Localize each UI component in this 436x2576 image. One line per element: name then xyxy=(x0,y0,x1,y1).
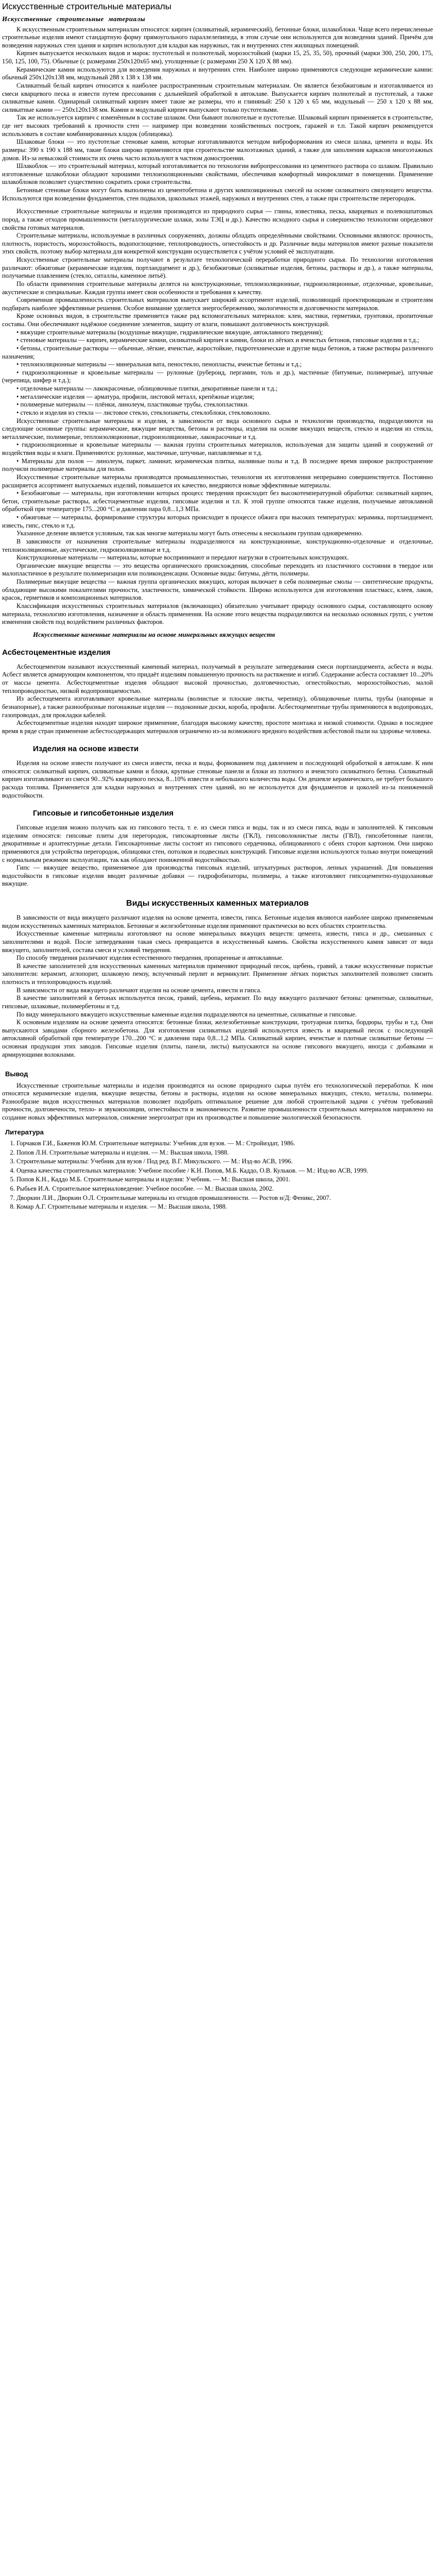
paragraph: Современная промышленность строительных материалов выпускает широкий ассортимент изделий, позволяющий проектировщикам и строителям подбирать наиболее эффективные решения. Особое внимание уделяется энергосбережению, экологичности и долговечности материалов. xyxy=(2,296,433,312)
paragraph: По области применения строительные материалы делятся на конструкционные, теплоизоляционные, гидроизоляционные, отделочные, кровельные, акустические и специальные. Каждая группа имеет свои особенности и требования к качеству. xyxy=(2,280,433,296)
paragraph: Кроме основных видов, в строительстве применяется также ряд вспомогательных материалов: клеи, мастики, герметики, грунтовки, пропиточные составы. Они обеспечивают надёжное соединение элементов, защиту от влаги, повышают долговечность конструкций. xyxy=(2,312,433,328)
classification-block xyxy=(2,208,433,626)
paragraph: Шлакоблок — это строительный материал, который изготавливается по технологии вибропрессования из цементного раствора со шлаком. Правильно изготовленные шлакоблоки обладают хорошими теплоизоляционными свойствами, обеспечивая комфортный микроклимат в помещении. Применение шлакоблоков позволяет существенно сократить сроки строительства. xyxy=(2,162,433,186)
list-item: • стекло и изделия из стекла — листовое стекло, стеклопакеты, стеклоблоки, стекловолокно. xyxy=(16,409,271,416)
paragraph: По способу твердения различают изделия естественного твердения, пропаренные и автоклавные. xyxy=(16,954,284,962)
conclusion-block xyxy=(5,1070,433,1078)
paragraph: Искусственные строительные материалы и изделия производятся из природного сырья — глины, известняка, песка, кварцевых и полевошпатовых пород, а также отходов промышленности (металлургические шлаки, золы ТЭЦ и др.). Качество исходного сырья и совершенство технологии определяют свойства готовых материалов. xyxy=(2,208,433,231)
document xyxy=(0,0,435,1211)
paragraph: Из асбестоцемента изготавливают кровельные материалы (волнистые и плоские листы, черепицу), облицовочные плиты, трубы (напорные и безнапорные), а также разнообразные погонажные изделия — подоконные доски, короба, профили. Асбестоцементные трубы применяются в водопроводах, газопроводах, для прокладки кабелей. xyxy=(2,695,433,719)
page-subtitle: Искусственные строительные материалы xyxy=(2,15,146,23)
paragraph: Асбестоцементные изделия находят широкое применение, благодаря высокому качеству, простоте монтажа и низкой стоимости. Однако в последнее время в ряде стран применение асбестосодержащих материалов ограничено из-за возможного вредного воздействия асбестовой пыли на здоровье человека. xyxy=(2,719,433,735)
paragraph: • Материалы для полов — линолеум, паркет, ламинат, керамическая плитка, наливные полы и т.д. В последнее время широкое распространение получили полимерные материалы для полов. xyxy=(2,457,433,473)
paragraph: Конструкционные материалы — материалы, которые воспринимают и передают нагрузки в строительных конструкциях. xyxy=(16,554,349,562)
section-title-artificial: Виды искусственных каменных материалов xyxy=(126,899,309,908)
literature-item: 2. Попов Л.Н. Строительные материалы и изделия. — М.: Высшая школа, 1988. xyxy=(16,1149,433,1157)
paragraph: Шлаковые блоки — это пустотелые стеновые камни, которые изготавливаются методом виброформования из смеси шлака, цемента и воды. Их размеры: 390 х 190 х 188 мм, такие блоки широко применяются при строительстве малоэтажных зданий, а также для заполнения каркасов многоэтажных домов. Из-за невысокой стоимости их очень часто используют в частном домостроении. xyxy=(2,138,433,162)
paragraph: Изделия на основе извести получают из смеси извести, песка и воды, формованием под давлением и последующей обработкой в автоклаве. К ним относятся: силикатный кирпич, силикатные камни и блоки, крупные стеновые панели и блоки из плотного и ячеистого силикатного бетона. Силикатный кирпич изготавливают из смеси 90...92% кварцевого песка, 8...10% извести и небольшого количества воды. Он дешевле керамического, не требует большого расхода топлива. Применяется для кладки наружных и внутренних стен зданий, но не используется для фундаментов и цоколей из-за пониженной водостойкости. xyxy=(2,759,433,799)
paragraph: В зависимости от вида вяжущего различают изделия на основе цемента, извести и гипса. xyxy=(16,986,262,994)
conclusion-label: Вывод xyxy=(5,1070,28,1078)
paragraph: В качестве заполнителей в бетонах используется песок, гравий, щебень, керамзит. По виду вяжущего различают бетоны: цементные, силикатные, гипсовые, шлаковые, полимербетоны и т.д. xyxy=(2,994,433,1010)
section-title-gypsum: Гипсовые и гипсобетонные изделия xyxy=(33,809,174,818)
paragraph: Искусственные строительные материалы и изделия, в зависимости от вида основного сырья и технологии производства, подразделяются на следующие основные группы: керамические, вяжущие вещества, бетоны и растворы, изделия на основе вяжущих веществ, стекло и изделия из стекла, металлические, полимерные, теплоизоляционные, гидроизоляционные, лакокрасочные и т.д. xyxy=(2,417,433,440)
literature-label: Литература xyxy=(5,1128,44,1136)
paragraph: Органические вяжущие вещества — это вещества органического происхождения, способные переходить из пластичного состояния в твердое или малопластичное в результате полимеризации или поликонденсации. Основные виды: битумы, дёгти, полимеры. xyxy=(2,562,433,578)
paragraph: Гипсовые изделия можно получать как из гипсового теста, т. е. из смеси гипса и воды, так и из смеси гипса, воды и заполнителей. К гипсовым изделиям относятся: гипсовые плиты для перегородок, гипсокартонные листы (ГКЛ), гипсоволокнистые листы (ГВЛ), гипсобетонные панели, декоративные и архитектурные детали. Гипсокартонные листы состоят из гипсового сердечника, облицованного с обеих сторон картоном. Они широко применяются для устройства перегородок, облицовки стен, потолков и подвесных конструкций. Гипсовые изделия используются только внутри помещений с нормальным режимом эксплуатации, так как обладают пониженной водостойкостью. xyxy=(2,824,433,863)
section-title-asbestos: Асбестоцементные изделия xyxy=(2,648,111,657)
list-item: • теплоизоляционные материалы — минеральная вата, пеностекло, пенопласты, ячеистые бетоны и т.д.; xyxy=(16,361,302,368)
paragraph: Искусственные строительные материалы производятся промышленностью, технология их изготовления непрерывно совершенствуется. Постоянно расширяется ассортимент выпускаемых изделий, повышается их качество, внедряются новые эффективные материалы. xyxy=(2,473,433,489)
conclusion-text: Искусственные строительные материалы и изделия производятся на основе природного сырья путём его технологической переработки. К ним относятся керамические изделия, вяжущие вещества, бетоны и растворы, изделия на основе минеральных вяжущих, стекло, металлы, полимеры. Разнообразие видов искусственных материалов позволяет подобрать оптимальное решение для любой строительной задачи с учётом требований прочности, долговечности, тепло- и звукоизоляции, огнестойкости и экономичности. Развитие промышленности строительных материалов направлено на создание новых эффективных материалов, снижение энергозатрат при их производстве и повышение экологической безопасности. xyxy=(2,1081,433,1121)
literature-item: 4. Оценка качества строительных материалов: Учебное пособие / К.Н. Попов, М.Б. Каддо, О.В. Кульков. — М.: Изд-во АСВ, 1999. xyxy=(16,1167,433,1175)
paragraph: Кирпич выпускается нескольких видов и марок: пустотелый и полнотелый, морозостойкий (марки 15, 25, 35, 50), прочный (марки 300, 250, 200, 175, 150, 125, 100, 75). Обычные (с размерами 250х120х65 мм), утолщенные (с размерами 250 Х 120 Х 88 мм). xyxy=(2,49,433,65)
paragraph: Указанное деление является условным, так как многие материалы могут быть отнесены к нескольким группам одновременно. xyxy=(16,530,363,537)
paragraph: Классификация искусственных строительных материалов (включающих) обязательно учитывает природу основного сырья, составляющего основу материала, технологию изготовления, назначение и область применения. На основе этого вещества подразделяются на несколько основных групп, с учетом изменения свойств под воздействием различных факторов. xyxy=(2,602,433,626)
list-item: • бетоны, строительные растворы — обычные, лёгкие, ячеистые, жаростойкие, гидротехнические и другие виды бетонов, а также растворы различного назначения; xyxy=(2,344,433,360)
list-item: • гидроизоляционные и кровельные материалы — рулонные (рубероид, пергамин, толь и др.), мастичные (битумные, полимерные), штучные (черепица, шифер и т.д.); xyxy=(2,368,433,384)
paragraph: Искусственные каменные материалы изготовляют на основе минеральных вяжущих веществ: цемента, извести, гипса и др., смешанных с заполнителями и водой. После затвердевания такая смесь превращается в искусственный камень. Свойства искусственного камня зависят от вида вяжущего, заполнителей, состава смеси и условий твердения. xyxy=(2,930,433,954)
paragraph: Асбестоцементом называют искусственный каменный материал, получаемый в результате затвердевания смеси портландцемента, асбеста и воды. Асбест является армирующим компонентом, что придаёт изделиям повышенную прочность на растяжение и изгиб. Содержание асбеста составляет 10...20% от массы цемента. Асбестоцементные изделия обладают высокой прочностью, долговечностью, огнестойкостью, морозостойкостью, малой теплопроводностью, низкой водопроницаемостью. xyxy=(2,663,433,694)
paragraph: Гипс — вяжущее вещество, применяемое для производства гипсовых изделий, штукатурных растворов, лепных украшений. Для повышения водостойкости в гипсовые изделия вводят различные добавки — гидрофобизаторы, полимеры, а также изготовляют гипсоцементно-пуццолановые вяжущие. xyxy=(2,864,433,888)
paragraph: Бетонные стеновые блоки могут быть выполнены из цементобетона и других композиционных смесей на основе силикатного связующего вещества. Используются при возведении фундаментов, стен подвалов, цокольных этажей, наружных и внутренних стен, а также при строительстве перегородок. xyxy=(2,187,433,202)
list-item: • полимерные материалы — плёнки, линолеум, пластиковые трубы, стеклопластики. xyxy=(16,401,249,409)
paragraph: Так же используется кирпич с изменённым в составе шлаком. Они бывают полнотелые и пустотелые. Шлаковый кирпич применяется в строительстве, где нет высоких требований к прочности стен — например при возведении хозяйственных построек, гаражей и т.п. Такой кирпич рекомендуется использовать в составе комбинированных кладок (облицовка). xyxy=(2,114,433,138)
paragraph: Искусственные строительные материалы получают в результате технологической переработки природного сырья. По технологии изготовления различают: обжиговые (керамические изделия, портландцемент и др.), безобжиговые (силикатные изделия, бетоны, растворы и др.), а также материалы, получаемые плавлением (стекло, ситаллы, каменное литьё). xyxy=(2,256,433,280)
paragraph: • обжиговые — материалы, формирование структуры которых происходит в процессе обжига при высоких температурах: керамика, портландцемент, известь, гипс, стекло и т.д. xyxy=(2,514,433,529)
literature-item: 5. Попов К.Н., Каддо М.Б. Строительные материалы и изделия: Учебник. — М.: Высшая школа, 2001. xyxy=(16,1176,433,1184)
literature-item: 8. Комар А.Г. Строительные материалы и изделия. — М.: Высшая школа, 1988. xyxy=(16,1203,433,1211)
paragraph: • Безобжиговые — материалы, при изготовлении которых процесс твердения происходит без высокотемпературной обработки: силикатный кирпич, бетон, строительные растворы, асбестоцементные изделия, гипсовые изделия и т.п. К этой группе относятся также изделия, получаемые автоклавной обработкой при температуре 175...200 °С и давлении пара 0,8...1,3 МПа. xyxy=(2,489,433,513)
paragraph: В зависимости от вида вяжущего различают изделия на основе цемента, извести, гипса. Бетонные изделия являются наиболее широко применяемым видом искусственных каменных материалов. Бетонные и железобетонные изделия применяют практически во всех областях строительства. xyxy=(2,914,433,929)
paragraph: • гидроизоляционные и кровельные материалы — важная группа строительных материалов, используемая для защиты зданий и сооружений от воздействия воды и влаги. Применяются: рулонные, мастичные, штучные, наплавляемые и т.д. xyxy=(2,441,433,456)
paragraph: К искусственным строительным материалам относятся: кирпич (силикатный, керамический), бетонные блоки, шлакоблоки. Чаще всего перечисленные строительные изделия имеют стандартную форму прямоугольного параллелепипеда, в этом случае они используются для возведения зданий. Причём для возведения наружных стен здания и кирпич используют для кладки как наружных, так и внутренних стен жилищных помещений. xyxy=(2,25,433,49)
literature-item: 1. Горчаков Г.И., Баженов Ю.М. Строительные материалы: Учебник для вузов. — М.: Стройиздат, 1986. xyxy=(16,1140,433,1148)
section-title-mineral: Искусственные каменные материалы на основе минеральных вяжущих веществ xyxy=(33,630,275,638)
list-item: • отделочные материалы — лакокрасочные, облицовочные плитки, декоративные панели и т.д.; xyxy=(16,385,277,392)
paragraph: Силикатный белый кирпич относится к наиболее распространенным строительным материалам. Он является безобжиговым и изготавливается из смеси кварцевого песка и извести путем прессования с дальнейшей обработкой в автоклаве. Выпускается кирпич полнотелый и пустотелый, а также силикатные камни. Одинарный силикатный кирпич имеет такие же размеры, что и глиняный: 250 х 120 х 65 мм, модульный — 250 х 120 х 88 мм, силикатные камни — 250х120х138 мм. Камни и модульный кирпич выпускают только пустотелыми. xyxy=(2,81,433,113)
paragraph: Керамические камни используются для возведения наружных и внутренних стен. Наиболее широко применяются следующие керамические камни: обычный 250х120х138 мм, модульный 288 х 138 х 138 мм. xyxy=(2,65,433,81)
paragraph: По виду минерального вяжущего искусственные каменные изделия подразделяются на цементные, силикатные и гипсовые. xyxy=(16,1010,357,1018)
paragraph: К основным изделиям на основе цемента относятся: бетонные блоки, железобетонные конструкции, тротуарная плитка, бордюры, трубы и т.д. Они выпускаются заводами сборного железобетона. Для изготовления силикатных изделий используется известь и кварцевый песок с последующей автоклавной обработкой при температуре 170...200 °С и давлении пара 0,8...1,2 МПа. Силикатный кирпич, ячеистые и плотные силикатные бетоны — основная продукция этих заводов. Гипсовые изделия (плиты, панели, листы) выпускаются на основе гипсового вяжущего, иногда с добавками и армирующими волокнами. xyxy=(2,1019,433,1058)
paragraph: В зависимости от назначения строительные материалы подразделяются на конструкционные, конструкционно-отделочные и отделочные, теплоизоляционные, акустические, гидроизоляционные и т.д. xyxy=(2,537,433,553)
list-item: • металлические изделия — арматура, профили, листовой металл, крепёжные изделия; xyxy=(16,393,254,400)
section-title-lime: Изделия на основе извести xyxy=(33,744,139,754)
paragraph: Строительные материалы, используемые в различных сооружениях, должны обладать определёнными свойствами. Основными являются: прочность, плотность, пористость, морозостойкость, водопоглощение, теплопроводность, огнестойкость и др. Различные виды материалов имеют разные показатели этих свойств, поэтому выбор материала для конкретной конструкции осуществляется с учётом условий её эксплуатации. xyxy=(2,232,433,256)
literature-item: 7. Дворкин Л.И., Дворкин О.Л. Строительные материалы из отходов промышленности. — Ростов н/Д: Феникс, 2007. xyxy=(16,1194,433,1202)
literature-item: 6. Рыбьев И.А. Строительное материаловедение: Учебное пособие. — М.: Высшая школа, 2002. xyxy=(16,1185,433,1193)
intro-block xyxy=(2,26,433,203)
paragraph: Полимерные вяжущие вещества — важная группа органических вяжущих, которая включает в себя полимерные смолы — синтетические продукты, обладающие высокими показателями прочности, эластичности, химической стойкости. Широко используются для изготовления пластмасс, клеев, лаков, красок, герметиков и композиционных материалов. xyxy=(2,578,433,602)
literature-item: 3. Строительные материалы: Учебник для вузов / Под ред. В.Г. Микульского. — М.: Изд-во АСВ, 1996. xyxy=(16,1158,433,1166)
page-title: Искусственные строительные материалы xyxy=(2,2,172,11)
list-item: • стеновые материалы — кирпич, керамические камни, силикатный кирпич и камни, блоки из лёгких и ячеистых бетонов, гипсовые изделия и т.д.; xyxy=(16,336,420,344)
list-item: • вяжущие строительные материалы (воздушные вяжущие, гидравлические вяжущие, автоклавного твердения); xyxy=(16,328,323,336)
paragraph: В качестве заполнителей для искусственных каменных материалов применяют природный песок, щебень, гравий, а также искусственные пористые заполнители: керамзит, аглопорит, шлаковую пемзу, вспученный перлит и вермикулит. Применение лёгких пористых заполнителей позволяет снизить плотность и теплопроводность изделий. xyxy=(2,962,433,986)
literature-list xyxy=(2,1140,433,1211)
